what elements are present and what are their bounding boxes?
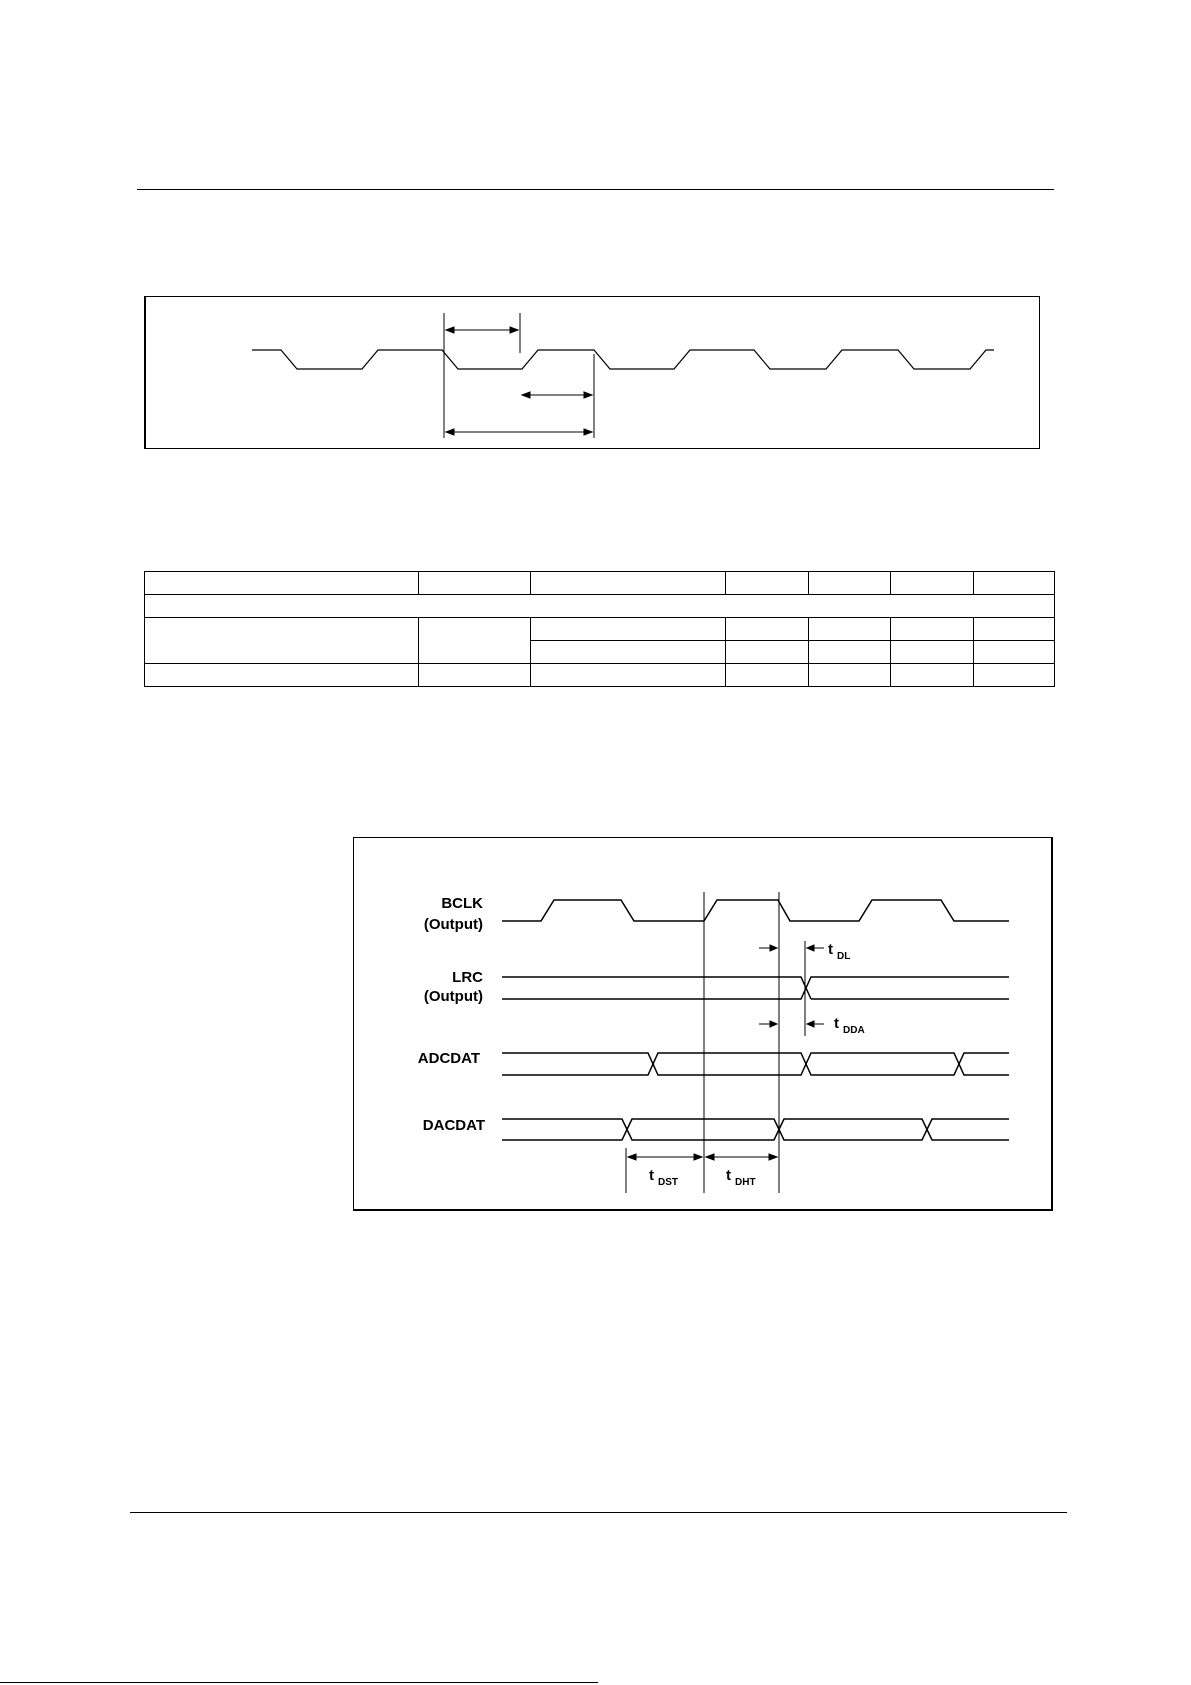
table-cell [145,572,419,595]
table-row [145,664,1055,687]
mclk-high-time-arrow [446,327,518,333]
mclk-waveform-svg [146,297,1042,450]
tdst-label: t [649,1167,654,1184]
table-section-row [145,595,1055,618]
adcdat-waveform [502,1053,1009,1075]
tdl-subscript: DL [837,951,851,962]
table-cell [419,618,531,664]
bclk-direction-label: (Output) [423,916,483,933]
table-cell [891,664,974,687]
table-cell [419,664,531,687]
audio-interface-timing-diagram [353,837,1053,1211]
tdst-subscript: DST [658,1177,678,1188]
footnote-rule [0,1682,598,1683]
mclk-period-arrow [446,429,592,435]
bclk-label: BCLK [441,895,483,912]
table-cell [145,595,1055,618]
lrc-waveform-upper [502,977,811,999]
table-cell [531,641,726,664]
lrc-waveform-lower [502,977,1009,999]
tdl-label: t [828,941,833,958]
table-cell [726,618,809,641]
timing-parameter-table [144,571,1055,687]
tdht-subscript: DHT [735,1177,756,1188]
table-cell [726,572,809,595]
table-cell [974,641,1055,664]
dacdat-waveform [502,1119,1009,1140]
table-cell [145,618,419,664]
table-cell [809,618,891,641]
footer-rule [130,1512,1067,1513]
table-cell [891,618,974,641]
table-header-row [145,572,1055,595]
table-cell [726,641,809,664]
mclk-low-time-arrow [522,392,592,398]
lrc-direction-label: (Output) [423,988,483,1005]
table-cell [726,664,809,687]
tdht-label: t [726,1167,731,1184]
table-cell [809,572,891,595]
table-cell [145,664,419,687]
table-cell [531,618,726,641]
table-cell [974,572,1055,595]
table-cell [809,664,891,687]
mclk-timing-diagram [144,296,1040,449]
lrc-label: LRC [452,969,483,986]
bclk-waveform [502,900,1009,921]
table-cell [809,641,891,664]
table-cell [891,641,974,664]
audio-timing-svg [354,838,1054,1212]
tdst-arrow [628,1154,702,1160]
table-cell [419,572,531,595]
table-row [145,618,1055,641]
table-cell [974,618,1055,641]
tdht-arrow [706,1154,777,1160]
dacdat-label: DACDAT [422,1117,485,1134]
adcdat-label: ADCDAT [417,1050,480,1067]
table-cell [891,572,974,595]
tdda-subscript: DDA [843,1025,865,1036]
tdda-label: t [834,1015,839,1032]
table-cell [974,664,1055,687]
tdl-arrows [759,945,824,951]
mclk-waveform [252,350,994,369]
table-cell [531,664,726,687]
tdda-arrows [759,1021,824,1027]
header-rule [137,189,1054,190]
table-cell [531,572,726,595]
